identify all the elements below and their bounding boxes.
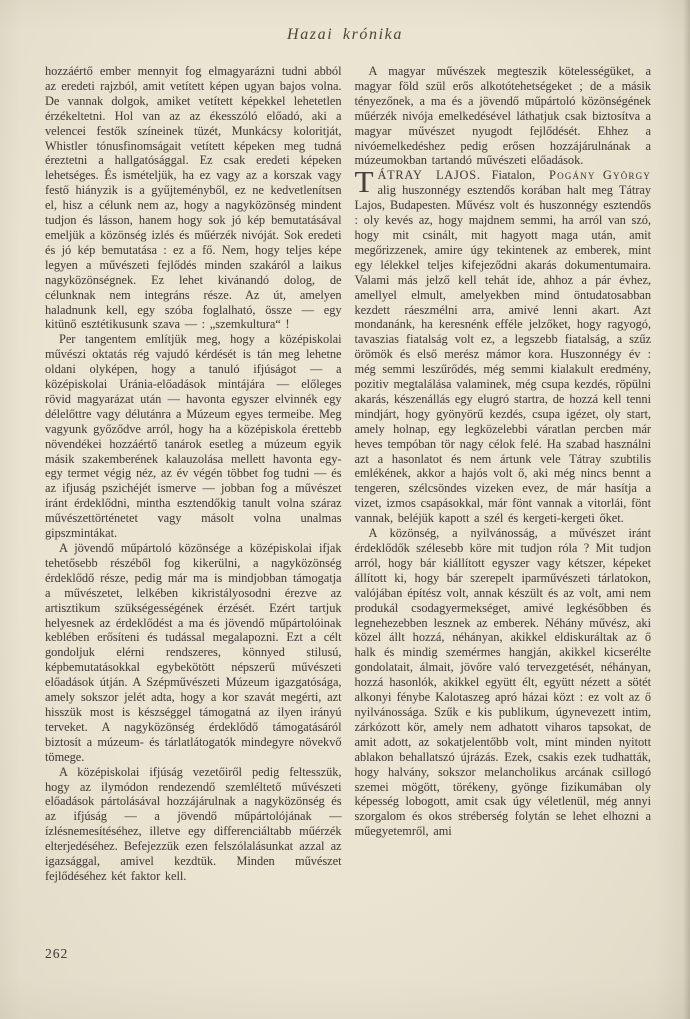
paragraph: A közönség, a nyilvánosság, a művészet iránt érdeklődők szélesebb köre mit tudjon róla ? Mit tudjon arról, hogy bár kiállított egyszer vagy kétszer, képeket állított ki, hogy bár szerepelt iparművészeti tárlatokon, valójában építész volt, annak készült és az volt, ami nem produkál csodagyermekséget, amivé legkésőbben és legnehezebben lesznek az emberek. Néhány művész, aki közel állt hozzá, néhányan, akikkel eldiskuráltak az ő halk és mindig szemérmes hangján, akikkel kicserélte gondolatait, álmait, jövőre való tervezgetését, néhányan, hozzá hasonlók, akikkel együtt élt, együtt nézett a sötét alkonyi fénybe Kalotaszeg apró házai közt : ez volt az ő nyilvánossága. Szűk e kis publikum, úgynevezett intim, zárkózott kör, amely nem adhatott viharos tapsokat, de amit adott, az sokatjelentőbb volt, mint minden nyitott ablakon behallatszó újrázás. Ezek, csakis ezek tudhatták, hogy halvány, sokszor melancholikus arcának csillogó szemei mögött, törékeny, gyönge fizikumában oly képesség lobogott, amit csak úgy véletlenül, még annyi szorgalom és okos stréberség folytán se lehet elhozni a műegyetemről, ami: [354, 526, 651, 839]
running-head-title: Hazai krónika: [287, 26, 403, 43]
paragraph: A jövendő műpártoló közönsége a középiskolai ifjak tehetősebb részéből fog kikerülni, a nagyközönség érdeklődő része, pedig már ma is mindjobban támogatja a művészetet, lelkében kikristályosodni érezve az artisztikum szükségességének érzését. Ezért tartjuk helyesnek az érdeklődést a ma és jövendő műpártolóinak keblében erősíteni és tudással megalapozni. Ezt a célt gondoljuk elérni rendszeres, könnyed stilusú, képbemutatásokkal egybekötött népszerű művészeti előadások útján. A Szépművészeti Múzeum igazgatósága, amely sokszor jelét adta, hogy a kor szavát megérti, azt hisszük most is készséggel támogatná az ilyen irányú terveket. A nagyközönség érdeklődő támogatásáról biztosít a múzeum- és tárlatlátogatók mindegyre növekvő tömege.: [45, 541, 342, 764]
paragraph: Per tangentem említjük meg, hogy a középiskolai művészi oktatás rég vajudó kérdését is tán meg lehetne oldani olyképen, hogy a tanuló ifjúságot — a középiskolai Uránia-előadások mintájára — előleges rövid magyarázat után — havonta egyszer elvinnék egy délelőttre vagy délutánra a Múzeum egyes termeibe. Meg vagyunk győződve arról, hogy ha a középiskola érettebb növendékei hozzáértő tanárok esetleg a múzeum egyik másik szakemberének kalauzolása mellett havonta egy-egy termet végig néz, az év végén többet fog tudni — és az ifjuság pszichéjét ismerve — jobban fog a művészet iránt érdeklődni, mintha esztendőkig tanult volna száraz művészettörténetet vagy másolt volna unalmas gipszmintákat.: [45, 332, 342, 541]
right-column: [355, 64, 652, 884]
paragraph: A középiskolai ifjúság vezetőiről pedig feltesszük, hogy az ilymódon rendezendő szemléltető művészeti előadások pártolásával hozzájárulnak a nagyközönség és az ifjúság — a jövendő műpártolójának — ízlésnemesítéséhez, illetve egy differenciáltabb műérzék elterjedéséhez. Befejezzük ezen felszólalásunkat azzal az igazsággal, amivel kezdtük. Minden művészet fejlődéséhez két faktor kell.: [45, 764, 342, 883]
page-number: 262: [45, 946, 69, 961]
left-column: [45, 64, 342, 884]
paragraph-text: A magyar művészek megteszik kötelességüket, a magyar föld szül erős alkotótehetségeket ; de a másik tényezőnek, a ma és a jövendő műpártoló közönségének műérzék nivója emelkedésével láthatjuk csak biztosítva a magyar művészet nyugodt fejlődését. Ehhez a nivóemelkedéshez pedig erősen hozzájárulnának a múzeumokban tartandó művészeti előadások.: [354, 64, 651, 168]
paragraph: hozzáértő ember mennyit fog elmagyarázni tudni abból az eredeti rajzból, amit vetített képen ugyan bajos volna. De vannak dolgok, amiket vetített képekkel lehetetlen érzékeltetni. Hol van az az ékesszóló előadó, aki a velencei festők színeinek tüzét, Munkácsy koloritját, Whistler tónusfinomságait vetített képeken meg tudná éreztetni a hallgatósággal. Ez csak eredeti képeken lehetséges. És ismételjük, ha ez vagy az a korszak vagy festő hiányzik is a gyűjteményből, ez ne kedvetlenítsen el, hisz a célunk nem az, hogy a nagyközönség mindent tudjon és lásson, hanem hogy sok jó kép bemutatásával emeljük a közönség izlés és műérzék nivóját. Sok eredeti és jó kép bemutatása : ez a fő. Nem, hogy teljes képe legyen a művészeti fejlődés minden szakáról a laikus nagyközönségnek. Ez lehet kivánandó dolog, de célunknak nem integráns része. Az út, amelyen haladnunk kell, egy szóba foglalható, össze — egy kitünő esztétikusunk szava — : „szemkultura“ !: [45, 64, 342, 332]
author-signature: Pogány György: [549, 168, 651, 183]
paragraph-text: Fiatalon, alig huszonnégy esztendős korában halt meg Tátray Lajos, Budapesten. Művész volt és huszonnégy esztendős : oly kevés az, hogy majdnem semmi, ha arról van szó, hogy mit csinált, mit hagyott maga után, amit megőrizzenek, amire úgy tekintenek az emberek, mint egy lélekkel teljes kifejeződni akarás dokumentumaira. Valami más jelző kell tehát ide, ahhoz a pár évhez, amellyel elmult, amelyekben mind öntudatosabban kezdett ráeszmélni arra, amivé lenni akart. Azt mondanánk, ha keresnénk efféle jelzőket, hogy ragyogó, tavaszias fiatalság volt ez, a legszebb fiatalság, a szűz örömök és első merész mámor kora. Huszonnégy év : még semmi leszűrődés, még semmi kialakult eredmény, pozitiv megtalálása valaminek, még csupa kezdés, röpülni akarás, készenállás egy elugró startra, de hozzá kell tenni mindjárt, hogy gyönyörű kezdés, csupa igézet, oly start, amely holnap, egy legközelebbi váratlan percben már heves tempóban tör nagy célok felé. Ha szabad használni azt a hasonlatot és nem ártunk vele Tátray szubtilis emlékének, akkor a hajós volt ő, aki még nincs bennt a tengeren, szélcsöndes vizeken evez, de már hasítja a vizet, izmos csapásokkal, már fönt vannak a vitorlái, fönt vannak, beléjük kapott a szél és kergeti-kergeti őket.: [354, 168, 651, 526]
obituary-subject-name: ÁTRAY LAJOS.: [377, 168, 481, 183]
obituary-paragraph: [354, 164, 652, 526]
dropcap-initial: T: [354, 164, 374, 200]
text-columns: [45, 64, 651, 884]
